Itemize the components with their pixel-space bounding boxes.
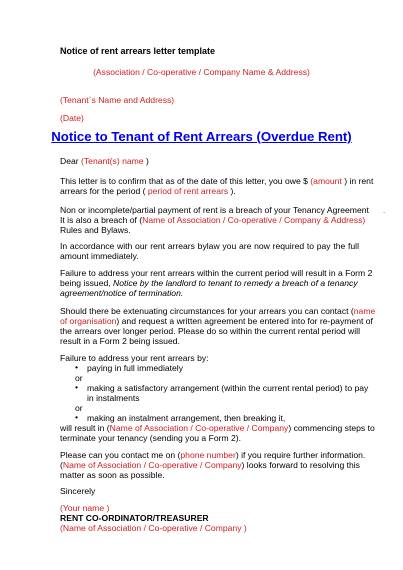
signature-organisation: (Name of Association / Co-operative / Company ) (60, 523, 247, 533)
tenant-address-placeholder: (Tenant`s Name and Address) (60, 95, 175, 105)
org-name-placeholder-b: of organisation (60, 316, 117, 326)
para5-line4: result in a Form 2 being issued. (60, 336, 180, 346)
para5-line1 (60, 306, 375, 317)
association-placeholder-3: Name of Association / Co-operative / Company (62, 460, 242, 470)
option-breaking-arrangement: making an instalment arrangement, then breaking it, (87, 413, 286, 423)
bullet-marker: • (75, 362, 79, 372)
para1-text-a: This letter is to confirm that as of the date of this letter, you owe $ (60, 176, 311, 186)
para6-text-a: will result in ( (60, 423, 110, 433)
para2-line1 (60, 205, 385, 216)
document-title: Notice of rent arrears letter template (60, 46, 216, 56)
para2-line3: Rules and Bylaws. (60, 225, 131, 235)
para7-line2 (60, 460, 360, 471)
para5-line3: the arrears over longer period. Please do so within the current rental period will (60, 326, 360, 336)
option-pay-in-full: paying in full immediately (87, 363, 184, 373)
or-separator: or (75, 373, 83, 383)
date-placeholder: (Date) (60, 113, 84, 123)
para3-line1: In accordance with our rent arrears bylaw you are now required to pay the full (60, 241, 359, 251)
your-name-placeholder: (Your name (60, 503, 105, 513)
tenant-name-placeholder: (Tenant(s) name (81, 156, 144, 166)
option-arrangement-line1: making a satisfactory arrangement (within the current rental period) to pay (87, 383, 369, 393)
para1-line1 (60, 176, 373, 187)
your-name-close: ) (104, 503, 110, 513)
option-arrangement-line2: in instalments (87, 393, 140, 403)
sender-address-placeholder: (Association / Co-operative / Company Name & Address) (93, 67, 310, 77)
para7-line1 (60, 450, 365, 461)
para2-text-a: Non or incomplete/partial payment of rent is a breach of your Tenancy Agreement (60, 205, 369, 215)
bullet-marker: • (75, 412, 79, 422)
or-separator: or (75, 403, 83, 413)
phone-number-placeholder: phone number (180, 450, 236, 460)
closing: Sincerely (60, 486, 96, 496)
para6-result-line2: terminate your tenancy (sending you a Form 2). (60, 433, 242, 443)
para4-line2 (60, 278, 358, 289)
para6-intro: Failure to address your rent arrears by: (60, 353, 209, 363)
para3-line2: amount immediately. (60, 251, 139, 261)
para5-text-b: ) and request a written agreement be entered into for re-payment of (116, 316, 373, 326)
para1-line2 (60, 186, 236, 197)
para6-text-b: ) commencing steps to (288, 423, 375, 433)
org-name-placeholder-a: name (353, 306, 376, 316)
period-placeholder: period of rent arrears (145, 186, 229, 196)
para1-text-b: ) in rent (341, 176, 374, 186)
signature-role: RENT CO-ORDINATOR/TREASURER (60, 513, 209, 523)
para7-text-a: Please can you contact me on ( (60, 450, 181, 460)
para7-text-d: ) looks forward to resolving this (241, 460, 360, 470)
para4-text-a: being issued, (60, 278, 114, 288)
amount-placeholder: (amount (310, 176, 342, 186)
para5-line2 (60, 316, 373, 327)
para5-text-a: Should there be extenuating circumstances for your arrears you can contact ( (60, 306, 354, 316)
para4-line3: agreement/notice of termination. (60, 288, 184, 298)
bullet-marker: • (75, 382, 79, 392)
para2-text-b: It is also a breach of ( (60, 215, 143, 225)
para6-result-line1 (60, 423, 375, 434)
salutation-suffix: ) (143, 156, 149, 166)
salutation-prefix: Dear (60, 156, 82, 166)
para7-text-b: ) if you require further information. (235, 450, 366, 460)
signature-name-line (60, 503, 109, 514)
para4-line1: Failure to address your rent arrears within the current period will result in a Form 2 (60, 268, 373, 278)
association-placeholder-1: Name of Association / Co-operative / Company & Address) (142, 215, 366, 225)
para1-text-d: ). (228, 186, 236, 196)
para7-line3: matter as soon as possible. (60, 470, 165, 480)
para2-dot: . (382, 205, 386, 215)
para4-notice-italic: Notice by the landlord to tenant to remedy a breach of a tenancy (113, 278, 358, 288)
para1-text-c: arrears for the period ( (60, 186, 146, 196)
letter-heading: Notice to Tenant of Rent Arrears (Overdue Rent) (51, 129, 352, 144)
para7-text-c: ( (60, 460, 63, 470)
para2-line2 (60, 215, 365, 226)
salutation (60, 156, 149, 167)
association-placeholder-2: Name of Association / Co-operative / Company (109, 423, 289, 433)
